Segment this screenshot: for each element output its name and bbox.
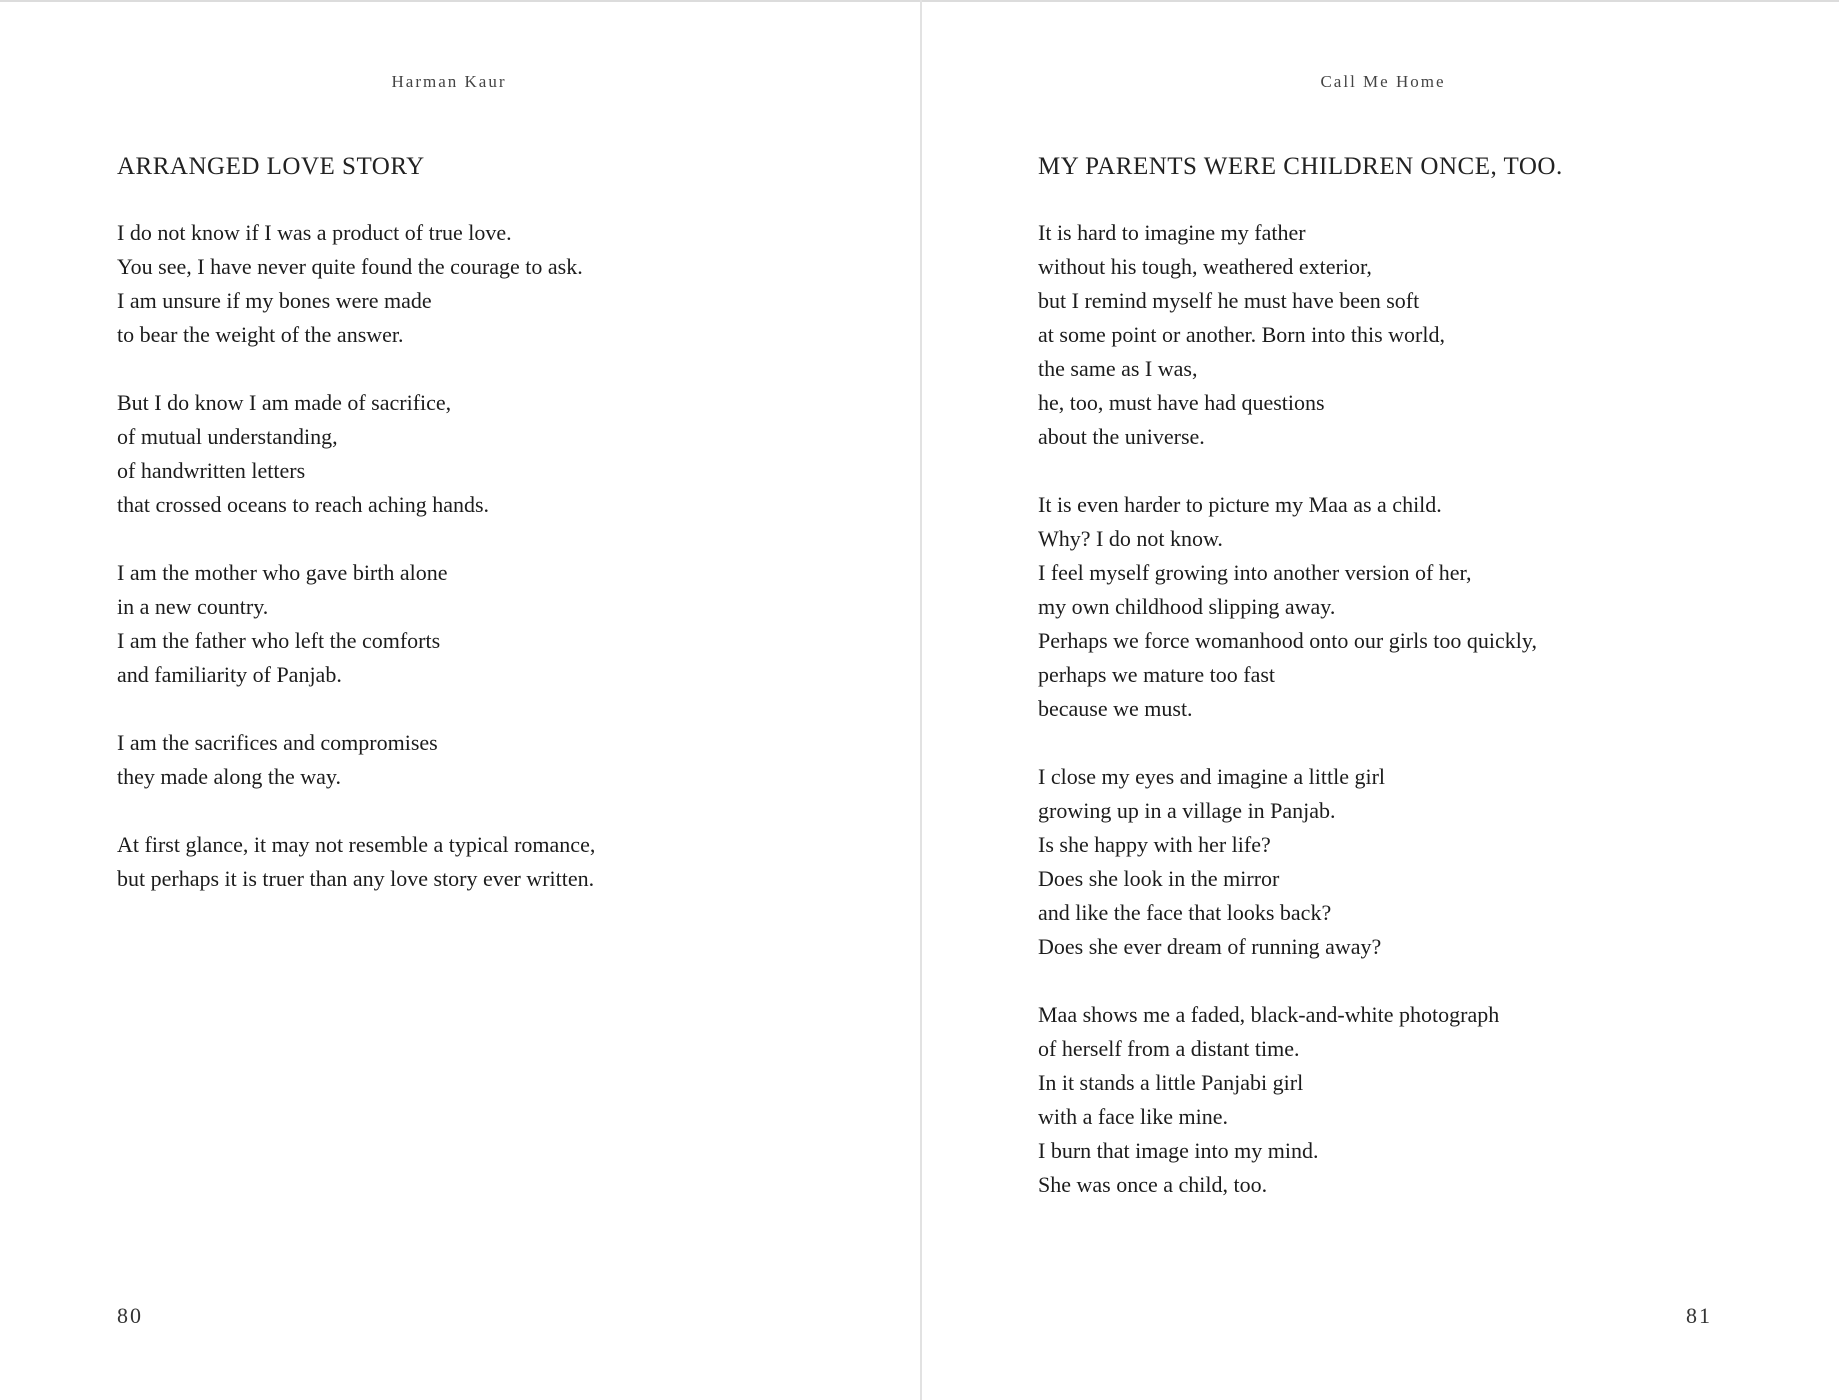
running-head-book-title: Call Me Home [1320,72,1446,91]
stanza [1038,760,1537,964]
poem-line: I close my eyes and imagine a little girl [1038,764,1386,789]
poem-line: Why? I do not know. [1038,526,1223,551]
page-number: 80 [117,1303,143,1328]
poem-line: Perhaps we force womanhood onto our girls too quickly, [1038,628,1537,653]
stanza [1038,216,1537,454]
page-number: 81 [1686,1303,1712,1328]
poem-line: At first glance, it may not resemble a typical romance, [117,832,596,857]
poem-title: MY PARENTS WERE CHILDREN ONCE, TOO. [1038,153,1563,180]
poem-line: In it stands a little Panjabi girl [1038,1070,1304,1095]
poem-line: about the universe. [1038,424,1205,449]
stanza [117,828,595,896]
poem-line: and like the face that looks back? [1038,900,1332,925]
poem-line: Does she ever dream of running away? [1038,934,1382,959]
stanza [117,216,595,352]
poem-line: Does she look in the mirror [1038,866,1280,891]
poem-line: I am the mother who gave birth alone [117,560,448,585]
stanza [117,556,595,692]
poem-line: of handwritten letters [117,458,306,483]
stanza [1038,488,1537,726]
poem-line: that crossed oceans to reach aching hands. [117,492,490,517]
poem-line: he, too, must have had questions [1038,390,1325,415]
poem-line: of herself from a distant time. [1038,1036,1300,1061]
poem-line: It is even harder to picture my Maa as a child. [1038,492,1442,517]
stanza [1038,998,1537,1202]
poem-line: but perhaps it is truer than any love story ever written. [117,866,595,891]
poem-line: Maa shows me a faded, black-and-white photograph [1038,1002,1500,1027]
poem-line: I am unsure if my bones were made [117,288,432,313]
poem-line: at some point or another. Born into this world, [1038,322,1445,347]
poem-line: She was once a child, too. [1038,1172,1268,1197]
poem-body [117,216,595,930]
poem-line: my own childhood slipping away. [1038,594,1336,619]
poem-title: ARRANGED LOVE STORY [117,153,425,180]
poem-line: I do not know if I was a product of true love. [117,220,512,245]
poem-line: to bear the weight of the answer. [117,322,404,347]
poem-line: growing up in a village in Panjab. [1038,798,1336,823]
poem-line: I am the father who left the comforts [117,628,441,653]
poem-line: You see, I have never quite found the courage to ask. [117,254,583,279]
poem-line: perhaps we mature too fast [1038,662,1276,687]
poem-line: but I remind myself he must have been soft [1038,288,1420,313]
poem-line: they made along the way. [117,764,341,789]
poem-line: Is she happy with her life? [1038,832,1271,857]
poem-line: I burn that image into my mind. [1038,1138,1319,1163]
poem-line: the same as I was, [1038,356,1198,381]
poem-line: without his tough, weathered exterior, [1038,254,1372,279]
poem-line: because we must. [1038,696,1193,721]
running-head-author: Harman Kaur [391,72,507,91]
poem-line: of mutual understanding, [117,424,338,449]
poem-line: I am the sacrifices and compromises [117,730,438,755]
poem-line: and familiarity of Panjab. [117,662,342,687]
poem-line: with a face like mine. [1038,1104,1228,1129]
stanza [117,386,595,522]
poem-body [1038,216,1537,1236]
page-gutter-divider [920,0,922,1400]
poem-line: But I do know I am made of sacrifice, [117,390,452,415]
poem-line: in a new country. [117,594,269,619]
poem-line: It is hard to imagine my father [1038,220,1306,245]
stanza [117,726,595,794]
poem-line: I feel myself growing into another version of her, [1038,560,1472,585]
